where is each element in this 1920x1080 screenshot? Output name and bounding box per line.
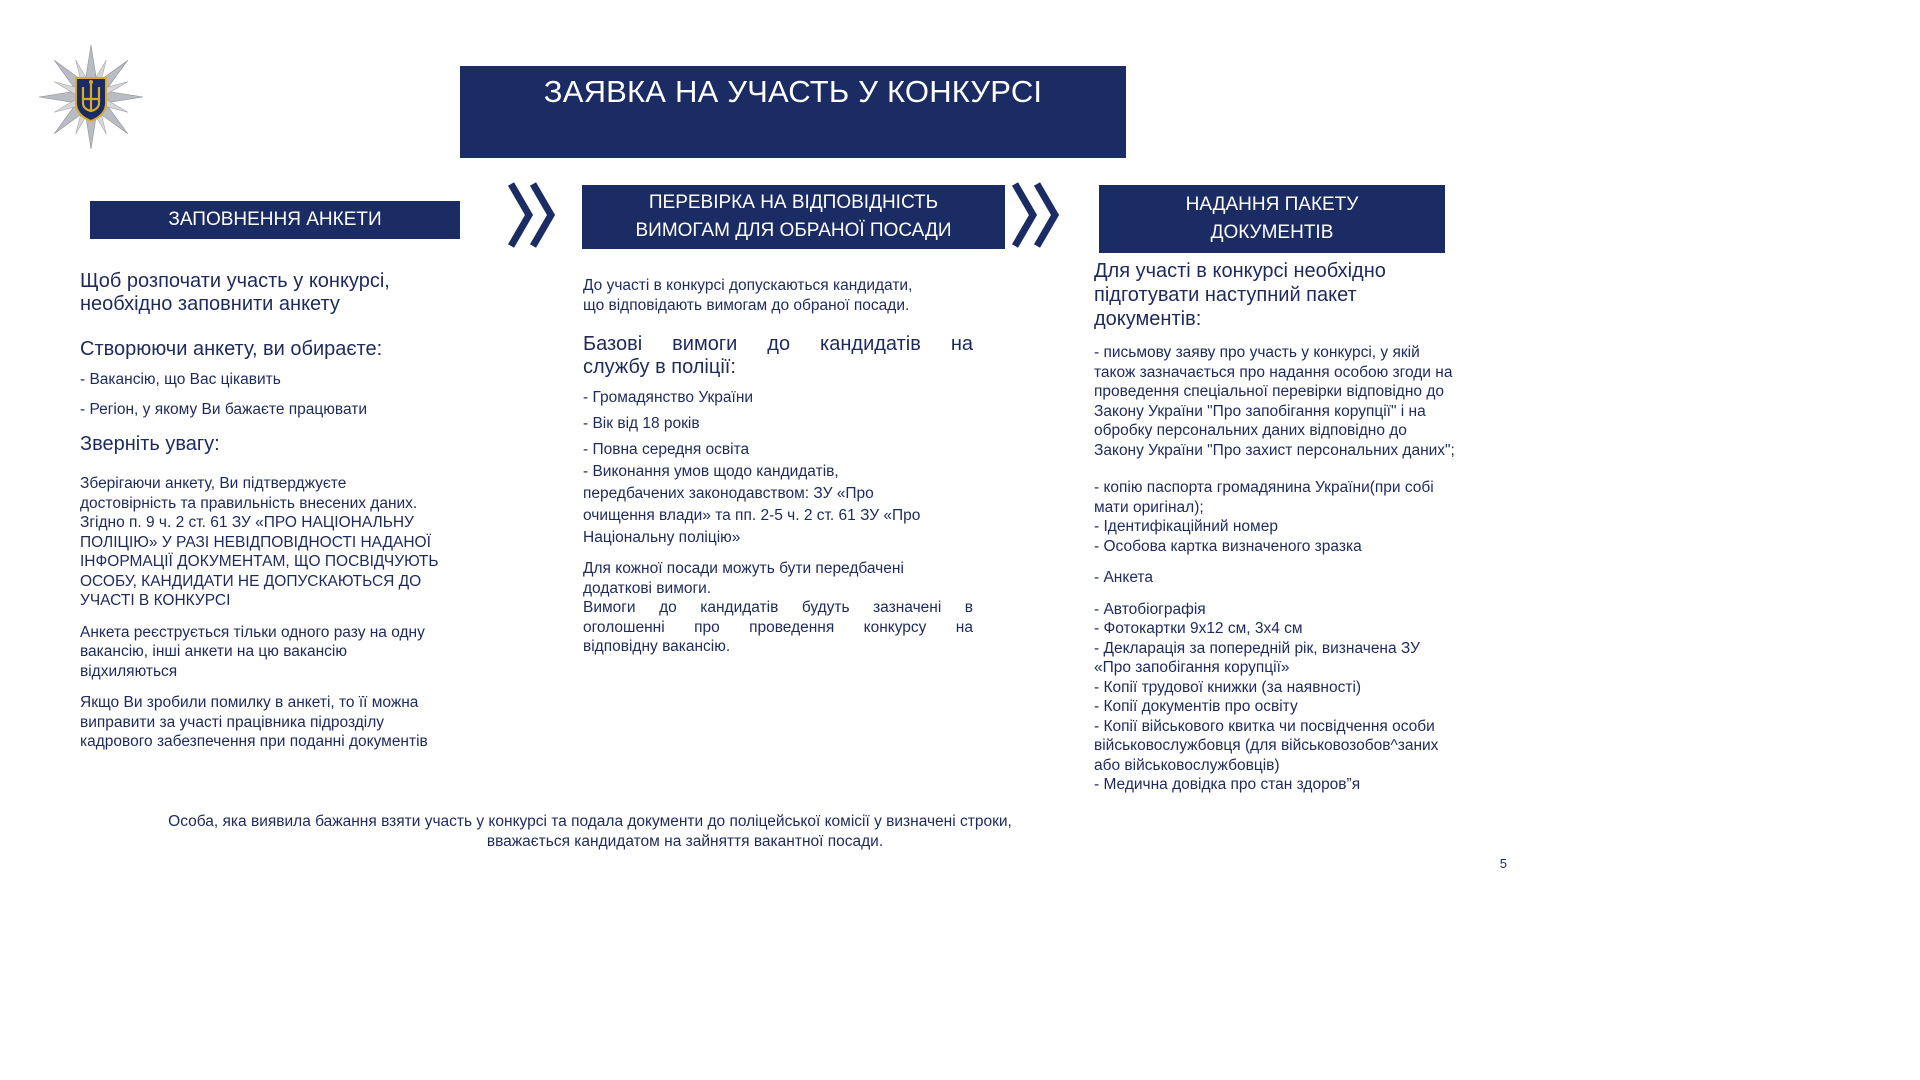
text-line: також зазначається про надання особою згоди на <box>1094 363 1453 381</box>
list-item: - копію паспорта громадянина України(при собі <box>1094 479 1434 496</box>
intro-line: Щоб розпочати участь у конкурсі, <box>80 270 390 292</box>
text-line: виправити за участі працівника підрозділу <box>80 713 385 731</box>
text-line: - Виконання умов щодо кандидатів, <box>583 463 839 480</box>
list-item: - Фотокартки 9х12 см, 3х4 см <box>1094 620 1303 637</box>
attention-text <box>80 474 480 611</box>
text-line: Вимоги до кандидатів будуть зазначені в <box>583 599 973 616</box>
page-title <box>460 66 1126 158</box>
footer-line: Особа, яка виявила бажання взяти участь у конкурсі та подала документи до поліцейської комісії у визначені строки, <box>168 813 1012 830</box>
intro-text <box>583 276 973 315</box>
text-line: очищення влади» та пп. 2-5 ч. 2 ст. 61 ЗУ «Про <box>583 507 921 524</box>
attention-heading: Зверніть увагу: <box>80 433 220 455</box>
text-line: що відповідають вимогам до обраної посади. <box>583 296 910 314</box>
text-line: Закону України "Про запобігання корупції" і на <box>1094 402 1426 420</box>
police-emblem-icon <box>38 44 144 150</box>
step-fill-form-label: ЗАПОВНЕННЯ АНКЕТИ <box>168 209 382 230</box>
page-number: 5 <box>1499 856 1507 871</box>
list-item: - Копії військового квитка чи посвідчення особи <box>1094 717 1435 735</box>
list-item: - Вакансію, що Вас цікавить <box>80 371 281 388</box>
text-line: - письмову заяву про участь у конкурсі, у якій <box>1094 344 1420 361</box>
text-line: До участі в конкурсі допускаються кандидати, <box>583 277 913 294</box>
list-item: - Анкета <box>1094 569 1153 586</box>
list-item: військовослужбовця (для військовозобов^заних <box>1094 737 1439 754</box>
chevron-right-icon <box>507 180 559 250</box>
choose-heading: Створюючи анкету, ви обираєте: <box>80 338 383 360</box>
list-item: - Декларація за попередній рік, визначена ЗУ <box>1094 639 1420 657</box>
text-line: додаткові вимоги. <box>583 579 712 597</box>
list-item: мати оригінал); <box>1094 498 1204 516</box>
text-line: ОСОБУ, КАНДИДАТИ НЕ ДОПУСКАЮТЬСЯ ДО <box>80 572 422 590</box>
heading-line: Базові вимоги до кандидатів на <box>583 333 973 355</box>
law-text <box>583 461 973 549</box>
documents-list <box>1094 568 1504 588</box>
list-item: - Повна середня освіта <box>583 441 750 458</box>
text-line: Згідно п. 9 ч. 2 ст. 61 ЗУ «ПРО НАЦІОНАЛЬНУ <box>80 514 414 531</box>
statement-text <box>1094 343 1504 460</box>
text-line: відхиляються <box>80 662 178 680</box>
text-line: Для участі в конкурсі необхідно <box>1094 260 1386 282</box>
intro-text <box>80 270 480 316</box>
step-documents <box>1099 185 1445 253</box>
requirements-heading <box>583 333 973 379</box>
step-fill-form <box>90 201 460 239</box>
requirements-list <box>583 387 973 461</box>
step-verification-label-line2: ВИМОГАМ ДЛЯ ОБРАНОЇ ПОСАДИ <box>635 220 952 241</box>
text-line: кадрового забезпечення при поданні документів <box>80 733 428 750</box>
list-item: «Про запобігання корупції» <box>1094 659 1290 676</box>
heading-line: службу в поліції: <box>583 356 736 378</box>
text-line: Якщо Ви зробили помилку в анкеті, то її можна <box>80 694 419 711</box>
text-line: Для кожної посади можуть бути передбачені <box>583 560 904 577</box>
list-item: - Медична довідка про стан здоров”я <box>1094 776 1361 793</box>
text-line: вакансію, інші анкети на цю вакансію <box>80 643 348 660</box>
list-item: - Регіон, у якому Ви бажаєте працювати <box>80 401 367 418</box>
chevron-right-icon <box>1011 180 1063 250</box>
footer-line: вважається кандидатом на зайняття вакантної посади. <box>486 833 884 850</box>
page-title-text: ЗАЯВКА НА УЧАСТЬ У КОНКУРСІ <box>543 74 1043 109</box>
text-line: достовірність та правильність внесених даних. <box>80 494 418 512</box>
mistake-text <box>80 693 480 752</box>
list-item: або військовослужбовців) <box>1094 756 1280 774</box>
list-item: - Ідентифікаційний номер <box>1094 518 1278 535</box>
column-verification <box>583 276 973 657</box>
text-line: обробку персональних даних відповідно до <box>1094 422 1407 439</box>
text-line: Зберігаючи анкету, Ви підтверджуєте <box>80 475 347 492</box>
text-line: Анкета реєструється тільки одного разу на одну <box>80 623 425 641</box>
step-verification <box>582 185 1005 249</box>
step-verification-label-line1: ПЕРЕВІРКА НА ВІДПОВІДНІСТЬ <box>648 192 939 213</box>
text-line: ІНФОРМАЦІЇ ДОКУМЕНТАМ, ЩО ПОСВІДЧУЮТЬ <box>80 553 439 570</box>
announce-text <box>583 598 973 657</box>
list-item: - Вік від 18 років <box>583 415 700 432</box>
step-documents-label-line1: НАДАННЯ ПАКЕТУ <box>1185 194 1359 215</box>
text-line: проведення спеціальної перевірки відповідно до <box>1094 383 1444 400</box>
list-item: - Копії трудової книжки (за наявності) <box>1094 678 1362 696</box>
column-documents <box>1094 259 1504 795</box>
column-fill-form <box>80 270 480 752</box>
text-line: оголошенні про проведення конкурсу на <box>583 618 973 636</box>
text-line: відповідну вакансію. <box>583 638 731 655</box>
list-item: - Копії документів про освіту <box>1094 698 1298 715</box>
documents-list <box>1094 600 1504 795</box>
step-documents-label-line2: ДОКУМЕНТІВ <box>1210 222 1334 243</box>
text-line: підготувати наступний пакет <box>1094 284 1357 306</box>
footer-note <box>0 812 1180 852</box>
text-line: УЧАСТІ В КОНКУРСІ <box>80 592 231 609</box>
text-line: документів: <box>1094 308 1202 330</box>
text-line: Національну поліцію» <box>583 529 741 546</box>
text-line: ПОЛІЦІЮ» У РАЗІ НЕВІДПОВІДНОСТІ НАДАНОЇ <box>80 533 431 551</box>
once-text <box>80 623 480 682</box>
intro-line: необхідно заповнити анкету <box>80 293 340 315</box>
list-item: - Особова картка визначеного зразка <box>1094 537 1362 555</box>
list-item: - Автобіографія <box>1094 600 1206 618</box>
documents-list <box>1094 478 1504 556</box>
extra-text <box>583 559 973 598</box>
text-line: Закону України "Про захист персональних даних"; <box>1094 441 1455 459</box>
choose-list <box>80 369 480 421</box>
intro-text <box>1094 259 1504 331</box>
list-item: - Громадянство України <box>583 389 754 406</box>
text-line: передбачених законодавством: ЗУ «Про <box>583 485 874 502</box>
